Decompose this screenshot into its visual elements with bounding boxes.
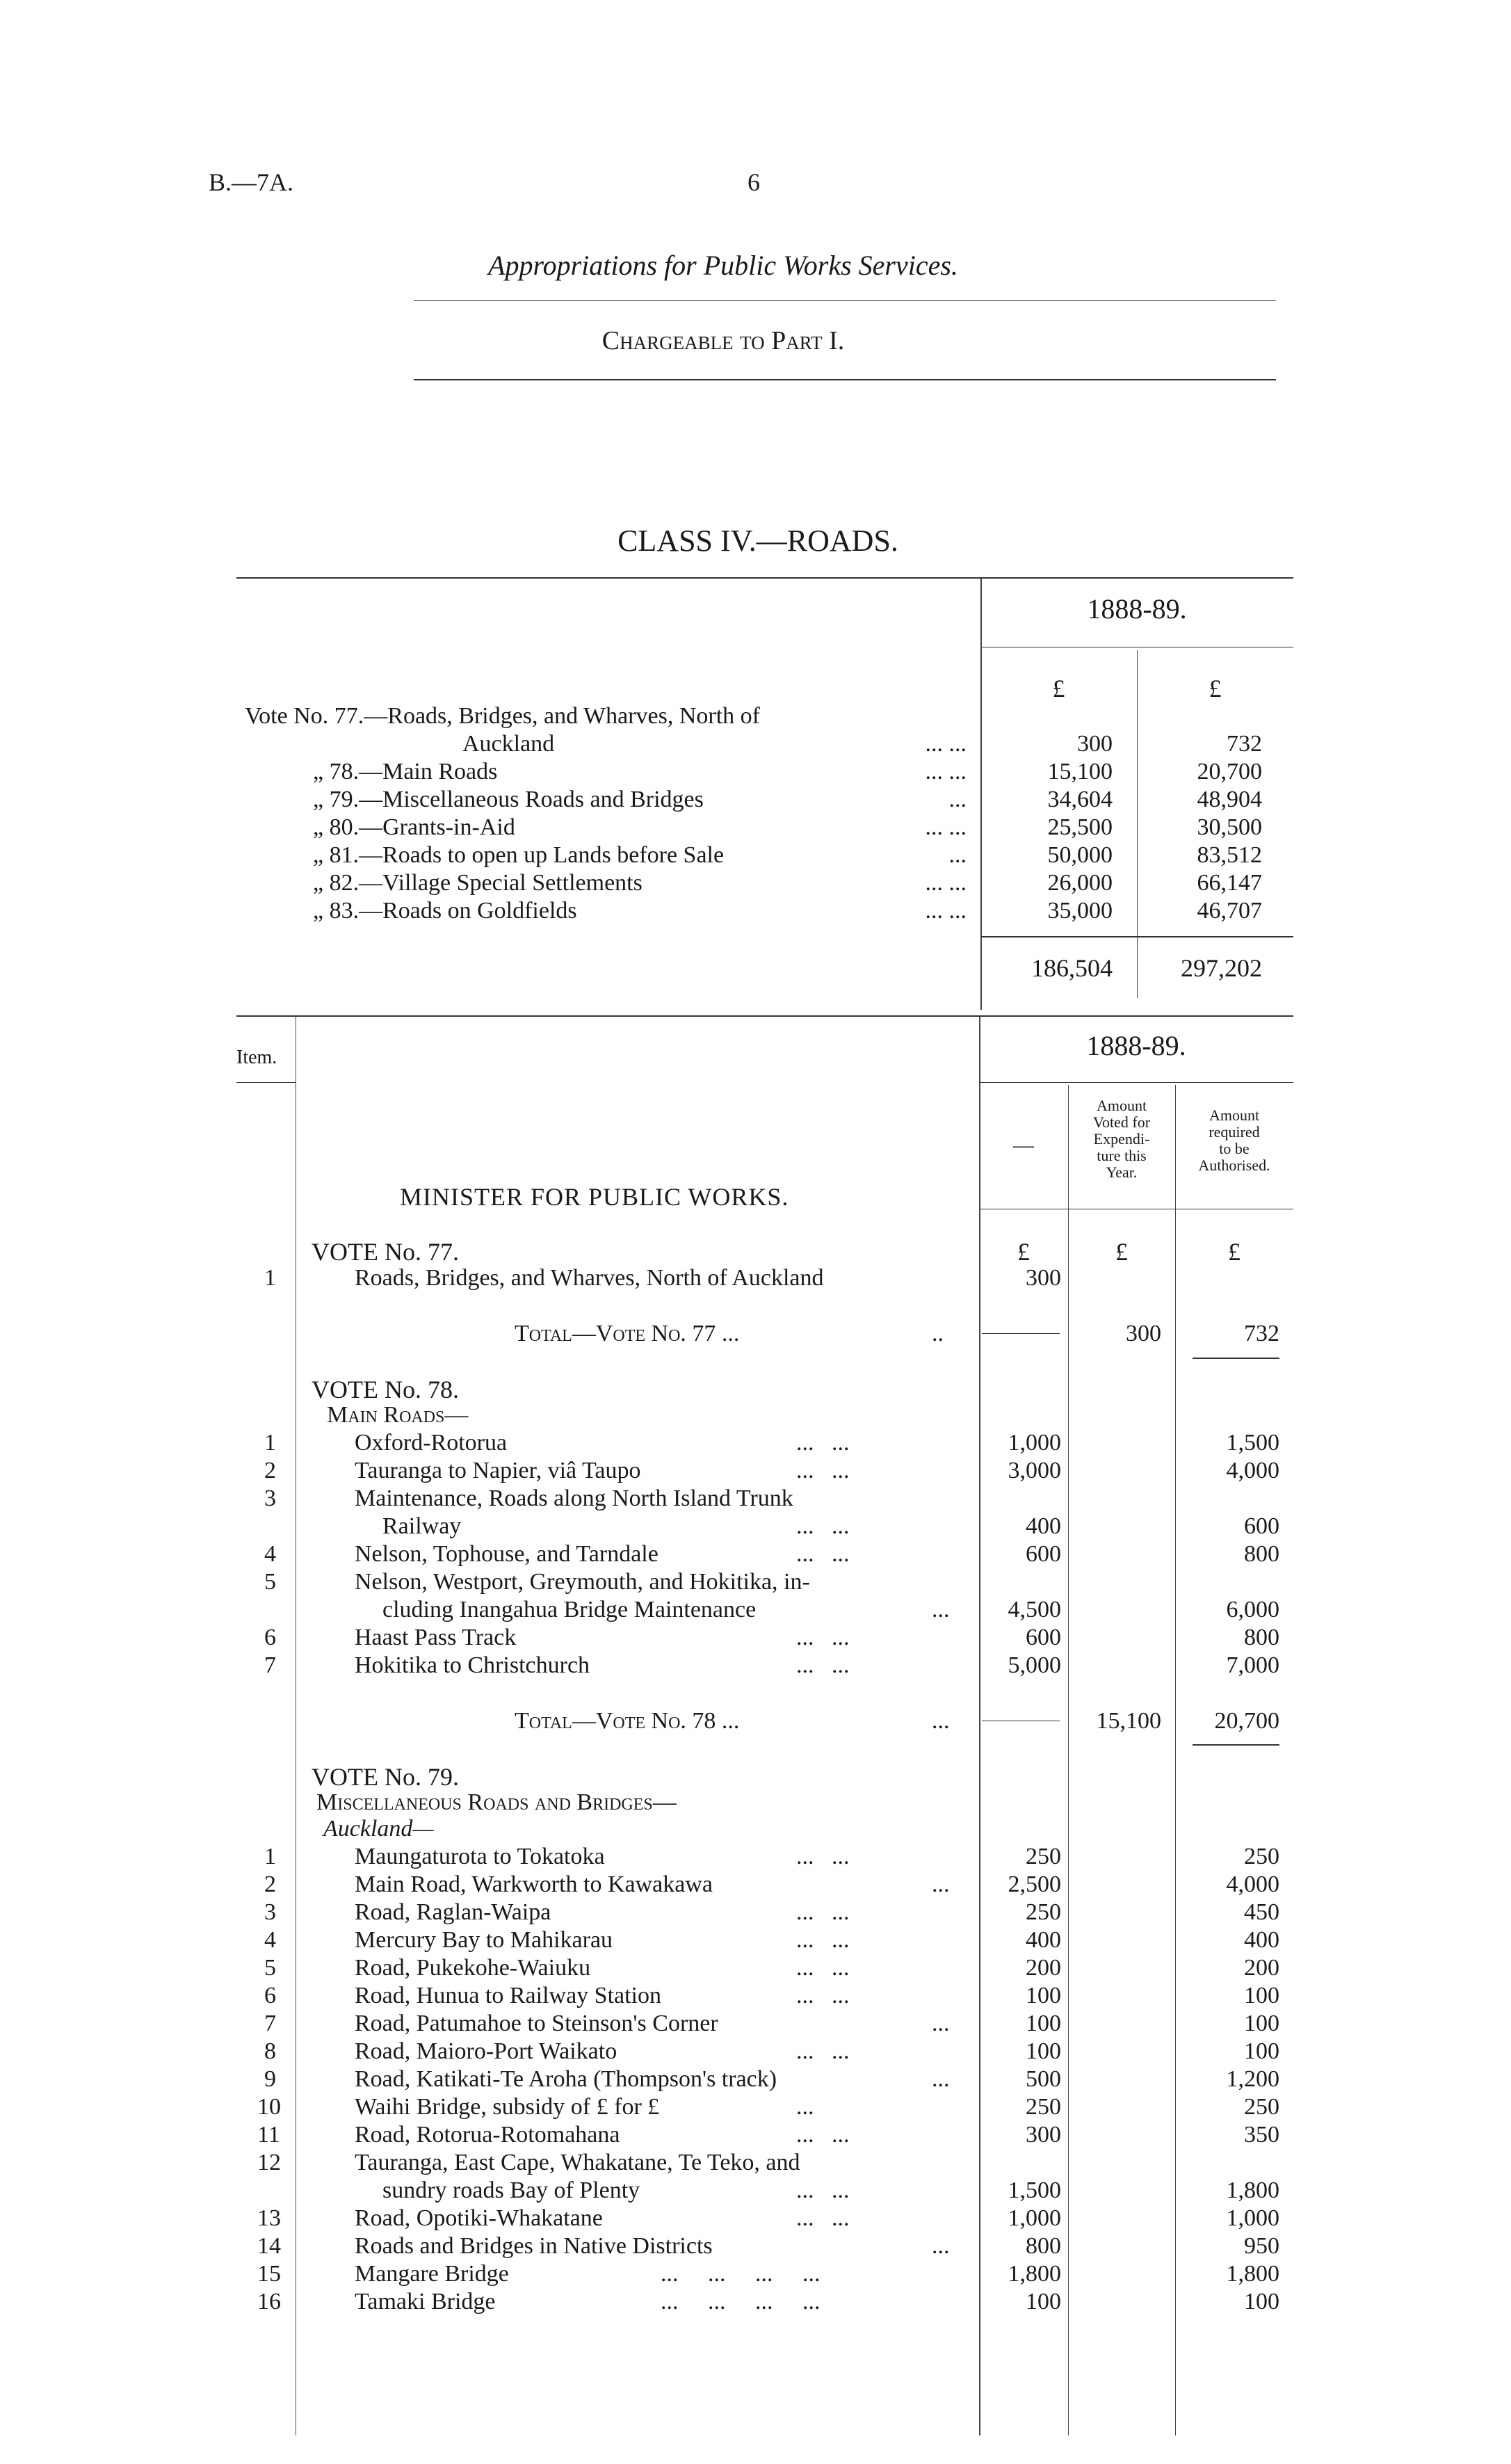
item-number: 11 (257, 2122, 280, 2148)
item-amount: 600 (1026, 1541, 1061, 1567)
total-rule (1193, 1744, 1279, 1746)
vote-78-total-required: 20,700 (1214, 1708, 1279, 1734)
summary-voted-amount: 25,500 (1047, 814, 1113, 840)
leader-dots: ... (932, 2233, 950, 2259)
summary-required-amount: 732 (1227, 731, 1262, 757)
divider (414, 300, 1276, 301)
currency-required: £ (1209, 675, 1222, 702)
summary-vote-label: „ 82.—Village Special Settlements (313, 870, 643, 896)
summary-required-amount: 48,904 (1197, 787, 1262, 812)
item-number: 10 (257, 2094, 281, 2120)
item-label: Haast Pass Track (355, 1625, 517, 1650)
item-required: 250 (1244, 2094, 1279, 2120)
item-number: 5 (264, 1569, 276, 1595)
leader-dots: ... (932, 2011, 950, 2036)
item-label-cont: cluding Inangahua Bridge Maintenance (382, 1597, 757, 1622)
item-number: 1 (264, 1844, 276, 1869)
item-amount: 5,000 (1008, 1652, 1061, 1678)
item-amount: 250 (1026, 2094, 1061, 2120)
divider (236, 1082, 296, 1083)
leader-dots: ... ... (925, 759, 967, 784)
leader-dots: ... (948, 787, 967, 812)
leader-dots: ... (932, 2066, 950, 2092)
item-required: 1,800 (1226, 2177, 1279, 2203)
item-label: Nelson, Tophouse, and Tarndale (355, 1541, 658, 1567)
item-amount: 200 (1026, 1955, 1061, 1981)
leader-dots: ... (948, 842, 967, 868)
item-amount: 4,500 (1008, 1597, 1061, 1622)
minister-heading: MINISTER FOR PUBLIC WORKS. (400, 1183, 789, 1211)
vote-78-total-label: Total—Vote No. 78 ... (515, 1708, 740, 1734)
summary-vote-label: „ 81.—Roads to open up Lands before Sale (313, 842, 725, 868)
item-required: 1,000 (1226, 2205, 1279, 2231)
item-number: 13 (257, 2205, 281, 2231)
item-number: 8 (264, 2038, 276, 2064)
leader-dots: ... ... ... ... (661, 2289, 821, 2314)
leader-dots: ... ... (925, 870, 967, 896)
item-number: 2 (264, 1458, 276, 1483)
document-code: B.—7A. (209, 168, 294, 196)
page-subtitle: Chargeable to Part I. (601, 326, 845, 355)
item-amount: 1,500 (1008, 2177, 1061, 2203)
leader-dots: ... (932, 1871, 950, 1897)
vote-79-heading: Miscellaneous Roads and Bridges— (316, 1789, 677, 1815)
item-label: Hokitika to Christchurch (355, 1652, 590, 1678)
summary-voted-amount: 34,604 (1047, 787, 1113, 812)
summary-vote-label: „ 80.—Grants-in-Aid (313, 814, 515, 840)
column-dash: — (1013, 1134, 1034, 1157)
class-title: CLASS IV.—ROADS. (617, 524, 898, 558)
vote-77-total-label: Total—Vote No. 77 ... (515, 1321, 740, 1346)
leader-dots: ... ... (796, 1983, 850, 2008)
item-required: 600 (1244, 1513, 1279, 1539)
item-label: Road, Katikati-Te Aroha (Thompson's track) (355, 2066, 777, 2092)
summary-voted-amount: 15,100 (1047, 759, 1113, 784)
item-label: Road, Maioro-Port Waikato (355, 2038, 617, 2064)
item-required: 1,800 (1226, 2261, 1279, 2287)
item-number: 9 (264, 2066, 276, 2092)
vote-77-title: VOTE No. 77. (312, 1238, 459, 1266)
vote-79-title: VOTE No. 79. (312, 1763, 459, 1791)
summary-required-amount: 66,147 (1197, 870, 1262, 896)
summary-vote-label: „ 78.—Main Roads (313, 759, 498, 784)
item-label-cont: sundry roads Bay of Plenty (382, 2177, 640, 2203)
item-number: 5 (264, 1955, 276, 1981)
leader-dots: ... ... (796, 1844, 850, 1869)
item-amount: 600 (1026, 1625, 1061, 1650)
item-label: Road, Hunua to Railway Station (355, 1983, 662, 2008)
summary-voted-amount: 300 (1077, 731, 1113, 757)
leader-dots: ... ... (796, 1652, 850, 1678)
summary-vote-label-cont: Auckland (462, 731, 555, 757)
item-number: 7 (264, 1652, 276, 1678)
item-number: 4 (264, 1541, 276, 1567)
item-label: Mangare Bridge (355, 2261, 509, 2287)
item-label: Road, Pukekohe-Waiuku (355, 1955, 591, 1981)
leader-dots: .. (932, 1321, 944, 1346)
item-number: 15 (257, 2261, 281, 2287)
item-amount: 100 (1026, 2289, 1061, 2314)
item-amount: 500 (1026, 2066, 1061, 2092)
item-number: 16 (257, 2289, 281, 2314)
column-header-required: Amount required to be Authorised. (1198, 1106, 1270, 1174)
leader-dots: ... ... (796, 1513, 850, 1539)
item-number: 2 (264, 1871, 276, 1897)
item-amount: 800 (1026, 2233, 1061, 2259)
item-amount: 1,800 (1008, 2261, 1061, 2287)
item-required: 4,000 (1226, 1871, 1279, 1897)
item-required: 100 (1244, 2038, 1279, 2064)
item-required: 200 (1244, 1955, 1279, 1981)
item-amount: 100 (1026, 1983, 1061, 2008)
item-number: 6 (264, 1625, 276, 1650)
item-label: Maintenance, Roads along North Island Trunk (355, 1485, 793, 1511)
divider (236, 1015, 1293, 1017)
item-amount: 2,500 (1008, 1871, 1061, 1897)
leader-dots: ... ... (925, 898, 967, 924)
summary-total-required: 297,202 (1181, 954, 1262, 982)
item-number: 6 (264, 1983, 276, 2008)
item-amount: 1,000 (1008, 2205, 1061, 2231)
dash-rule (982, 1333, 1060, 1334)
leader-dots: ... (932, 1708, 950, 1734)
leader-dots: ... (796, 2094, 814, 2120)
summary-voted-amount: 26,000 (1047, 870, 1113, 896)
divider (414, 379, 1276, 380)
vote-79-region: Auckland— (323, 1816, 434, 1842)
summary-required-amount: 30,500 (1197, 814, 1262, 840)
currency-voted: £ (1052, 675, 1065, 702)
item-number: 12 (257, 2150, 281, 2175)
item-required: 4,000 (1226, 1458, 1279, 1483)
item-required: 1,500 (1226, 1430, 1279, 1456)
summary-vote-label: „ 79.—Miscellaneous Roads and Bridges (313, 787, 704, 812)
item-label: Roads and Bridges in Native Districts (355, 2233, 713, 2259)
item-amount: 250 (1026, 1899, 1061, 1925)
summary-vote-label: „ 83.—Roads on Goldfields (313, 898, 577, 924)
item-number: 14 (257, 2233, 281, 2259)
item-required: 6,000 (1226, 1597, 1279, 1622)
item-number: 7 (264, 2011, 276, 2036)
item-required: 100 (1244, 2011, 1279, 2036)
page-title: Appropriations for Public Works Services. (488, 250, 958, 281)
item-required: 100 (1244, 1983, 1279, 2008)
item-required: 450 (1244, 1899, 1279, 1925)
leader-dots: ... ... (796, 2038, 850, 2064)
item-number: 3 (264, 1899, 276, 1925)
summary-year: 1888-89. (1087, 593, 1187, 625)
item-amount: 1,000 (1008, 1430, 1061, 1456)
leader-dots: ... ... (796, 1430, 850, 1456)
item-label: Roads, Bridges, and Wharves, North of Auckland (355, 1265, 824, 1291)
item-label: Mercury Bay to Mahikarau (355, 1927, 613, 1953)
item-label-cont: Railway (382, 1513, 462, 1539)
item-amount: 300 (1026, 2122, 1061, 2148)
item-label: Tauranga, East Cape, Whakatane, Te Teko, and (355, 2150, 800, 2175)
leader-dots: ... ... (796, 1927, 850, 1953)
item-label: Waihi Bridge, subsidy of £ for £ (355, 2094, 660, 2120)
item-required: 100 (1244, 2289, 1279, 2314)
summary-voted-amount: 35,000 (1047, 898, 1113, 924)
item-required: 250 (1244, 1844, 1279, 1869)
item-amount: 100 (1026, 2011, 1061, 2036)
page-number: 6 (748, 168, 760, 196)
item-label: Nelson, Westport, Greymouth, and Hokitika, in- (355, 1569, 810, 1595)
summary-required-amount: 46,707 (1197, 898, 1262, 924)
vote-78-title: VOTE No. 78. (312, 1376, 459, 1403)
item-amount: 250 (1026, 1844, 1061, 1869)
item-amount: 3,000 (1008, 1458, 1061, 1483)
item-label: Tauranga to Napier, viâ Taupo (355, 1458, 641, 1483)
leader-dots: ... (932, 1597, 950, 1622)
currency-symbol: £ (1228, 1238, 1241, 1266)
vote-78-heading: Main Roads— (327, 1402, 469, 1428)
divider (979, 1082, 1293, 1083)
item-label: Main Road, Warkworth to Kawakawa (355, 1871, 713, 1897)
item-amount: 400 (1026, 1513, 1061, 1539)
leader-dots: ... ... (796, 1955, 850, 1981)
leader-dots: ... ... ... ... (661, 2261, 821, 2287)
item-amount: 100 (1026, 2038, 1061, 2064)
vote-77-total-voted: 300 (1126, 1321, 1161, 1346)
summary-total-voted: 186,504 (1031, 954, 1113, 982)
item-required: 1,200 (1226, 2066, 1279, 2092)
vote-77-total-required: 732 (1244, 1321, 1279, 1346)
summary-required-amount: 20,700 (1197, 759, 1262, 784)
item-required: 350 (1244, 2122, 1279, 2148)
item-required: 950 (1244, 2233, 1279, 2259)
item-number: 3 (264, 1485, 276, 1511)
leader-dots: ... ... (796, 2205, 850, 2231)
item-label: Maungaturota to Tokatoka (355, 1844, 605, 1869)
total-rule (1193, 1358, 1279, 1359)
item-required: 800 (1244, 1625, 1279, 1650)
currency-symbol: £ (1115, 1238, 1128, 1266)
leader-dots: ... ... (796, 1899, 850, 1925)
column-rule (1068, 1085, 1069, 2435)
currency-symbol: £ (1017, 1238, 1030, 1266)
column-header-voted: Amount Voted for Expendi- ture this Year. (1092, 1097, 1151, 1181)
total-rule (980, 936, 1293, 937)
leader-dots: ... ... (925, 731, 967, 757)
item-label: Oxford-Rotorua (355, 1430, 508, 1456)
item-number: 4 (264, 1927, 276, 1953)
item-amount: 300 (1026, 1265, 1061, 1291)
item-required: 400 (1244, 1927, 1279, 1953)
leader-dots: ... ... (796, 2122, 850, 2148)
summary-vote-label: Vote No. 77.—Roads, Bridges, and Wharves, North of (245, 703, 760, 729)
item-required: 7,000 (1226, 1652, 1279, 1678)
leader-dots: ... ... (796, 2177, 850, 2203)
vote-78-total-voted: 15,100 (1096, 1708, 1161, 1734)
item-label: Road, Patumahoe to Steinson's Corner (355, 2011, 718, 2036)
item-required: 800 (1244, 1541, 1279, 1567)
item-label: Road, Rotorua-Rotomahana (355, 2122, 620, 2148)
item-column-header: Item. (236, 1047, 277, 1068)
leader-dots: ... ... (796, 1625, 850, 1650)
summary-voted-amount: 50,000 (1047, 842, 1113, 868)
leader-dots: ... ... (796, 1541, 850, 1567)
divider (236, 577, 1293, 579)
item-label: Road, Opotiki-Whakatane (355, 2205, 603, 2231)
leader-dots: ... ... (796, 1458, 850, 1483)
item-amount: 400 (1026, 1927, 1061, 1953)
summary-required-amount: 83,512 (1197, 842, 1262, 868)
detail-year: 1888-89. (1086, 1030, 1186, 1061)
leader-dots: ... ... (925, 814, 967, 840)
item-number: 1 (264, 1430, 276, 1456)
item-label: Road, Raglan-Waipa (355, 1899, 551, 1925)
item-number: 1 (264, 1265, 276, 1291)
item-label: Tamaki Bridge (355, 2289, 496, 2314)
